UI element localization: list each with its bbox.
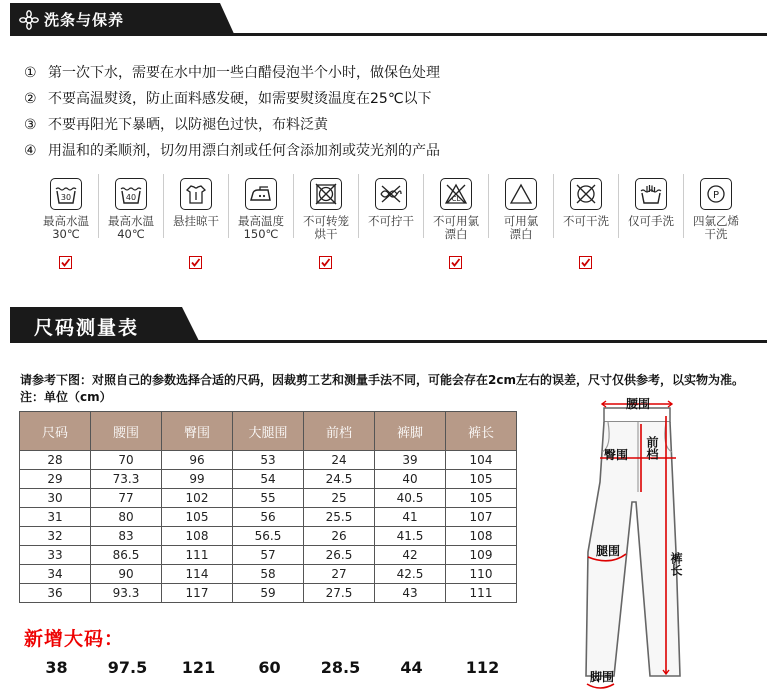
no-dry-clean-icon bbox=[570, 178, 602, 210]
table-cell: 105 bbox=[446, 489, 517, 508]
no-tumble-dry-icon bbox=[310, 178, 342, 210]
wash-temp-badge: 40 bbox=[125, 193, 137, 202]
care-instructions bbox=[24, 60, 440, 164]
trouser-measurement-diagram bbox=[560, 392, 700, 692]
table-cell: 42 bbox=[375, 546, 446, 565]
care-header-underline bbox=[10, 33, 767, 36]
table-cell: 108 bbox=[162, 527, 233, 546]
care-item-number: ③ bbox=[24, 117, 37, 133]
care-symbol-label: 最高水温 30℃ bbox=[43, 214, 89, 241]
care-symbol-label: 最高温度 150℃ bbox=[238, 214, 284, 241]
care-item bbox=[24, 112, 440, 138]
table-cell: 80 bbox=[91, 508, 162, 527]
care-item bbox=[24, 86, 440, 112]
column-header-hem: 裤脚 bbox=[375, 412, 446, 451]
table-cell: 108 bbox=[446, 527, 517, 546]
care-symbol-label: 不可用氯 漂白 bbox=[433, 214, 479, 241]
new-size-value: 38 bbox=[45, 658, 68, 677]
care-section-header bbox=[10, 3, 767, 36]
table-cell: 40 bbox=[375, 470, 446, 489]
table-cell: 54 bbox=[233, 470, 304, 489]
diagram-label-rise: 前档 bbox=[645, 436, 659, 460]
care-symbol bbox=[229, 172, 293, 282]
new-size-value: 60 bbox=[258, 658, 281, 677]
table-cell: 58 bbox=[233, 565, 304, 584]
table-cell: 24.5 bbox=[304, 470, 375, 489]
care-item-text: 不要高温熨烫，防止面料感发硬，如需要熨烫温度在25℃以下 bbox=[48, 91, 432, 107]
care-item bbox=[24, 138, 440, 164]
care-item-number: ② bbox=[24, 91, 37, 107]
checked-checkbox[interactable] bbox=[59, 256, 72, 269]
table-row bbox=[20, 508, 517, 527]
table-row bbox=[20, 470, 517, 489]
table-cell: 39 bbox=[375, 451, 446, 470]
new-size-value: 112 bbox=[465, 658, 500, 677]
table-cell: 109 bbox=[446, 546, 517, 565]
care-item-text: 第一次下水，需要在水中加一些白醋侵泡半个小时，做保色处理 bbox=[48, 65, 440, 81]
table-cell: 29 bbox=[20, 470, 91, 489]
column-header-waist: 腰围 bbox=[91, 412, 162, 451]
care-symbol bbox=[99, 172, 163, 282]
table-cell: 104 bbox=[446, 451, 517, 470]
table-cell: 86.5 bbox=[91, 546, 162, 565]
table-cell: 90 bbox=[91, 565, 162, 584]
table-cell: 107 bbox=[446, 508, 517, 527]
column-header-hip: 臀围 bbox=[162, 412, 233, 451]
no-chlorine-bleach-icon bbox=[440, 178, 472, 210]
care-symbol-label: 不可转笼 烘干 bbox=[303, 214, 349, 241]
new-size-value: 121 bbox=[181, 658, 216, 677]
table-cell: 111 bbox=[446, 584, 517, 603]
hand-wash-icon bbox=[635, 178, 667, 210]
table-row bbox=[20, 546, 517, 565]
new-sizes-heading: 新增大码： bbox=[24, 628, 125, 650]
new-size-value: 28.5 bbox=[320, 658, 361, 677]
table-cell: 105 bbox=[446, 470, 517, 489]
size-table bbox=[19, 411, 517, 603]
table-cell: 99 bbox=[162, 470, 233, 489]
wash-40-icon bbox=[115, 178, 147, 210]
table-row bbox=[20, 489, 517, 508]
hang-dry-icon bbox=[180, 178, 212, 210]
size-title: 尺码测量表 bbox=[34, 317, 140, 339]
table-cell: 56 bbox=[233, 508, 304, 527]
table-cell: 59 bbox=[233, 584, 304, 603]
care-item-text: 不要再阳光下暴晒，以防褪色过快，布料泛黄 bbox=[48, 117, 328, 133]
table-cell: 73.3 bbox=[91, 470, 162, 489]
care-item-text: 用温和的柔顺剂，切勿用漂白剂或任何含添加剂或荧光剂的产品 bbox=[48, 143, 440, 159]
no-wring-icon bbox=[375, 178, 407, 210]
table-cell: 28 bbox=[20, 451, 91, 470]
table-cell: 42.5 bbox=[375, 565, 446, 584]
checked-checkbox[interactable] bbox=[189, 256, 202, 269]
svg-text:P: P bbox=[712, 190, 720, 201]
care-symbol bbox=[554, 172, 618, 282]
table-cell: 41 bbox=[375, 508, 446, 527]
table-cell: 53 bbox=[233, 451, 304, 470]
table-cell: 43 bbox=[375, 584, 446, 603]
chlorine-bleach-icon bbox=[505, 178, 537, 210]
table-row bbox=[20, 584, 517, 603]
size-table-header-row bbox=[20, 412, 517, 451]
column-header-rise: 前档 bbox=[304, 412, 375, 451]
table-row bbox=[20, 565, 517, 584]
table-cell: 27.5 bbox=[304, 584, 375, 603]
table-cell: 34 bbox=[20, 565, 91, 584]
table-cell: 70 bbox=[91, 451, 162, 470]
new-size-value: 97.5 bbox=[107, 658, 148, 677]
table-cell: 30 bbox=[20, 489, 91, 508]
checked-checkbox[interactable] bbox=[449, 256, 462, 269]
wash-temp-badge: 30 bbox=[60, 193, 72, 202]
care-symbol bbox=[684, 172, 748, 282]
care-symbol bbox=[164, 172, 228, 282]
table-cell: 77 bbox=[91, 489, 162, 508]
table-cell: 93.3 bbox=[91, 584, 162, 603]
wash-30-icon bbox=[50, 178, 82, 210]
diagram-label-hip: 臀围 bbox=[604, 448, 629, 462]
table-cell: 25 bbox=[304, 489, 375, 508]
table-cell: 27 bbox=[304, 565, 375, 584]
care-symbol bbox=[424, 172, 488, 282]
size-note: 请参考下图：对照自己的参数选择合适的尺码，因裁剪工艺和测量手法不同，可能会存在2cm左右的误差，尺寸仅供参考，以实物为准。注：单位（cm） bbox=[20, 373, 744, 404]
flower-icon bbox=[19, 10, 39, 30]
care-symbol bbox=[359, 172, 423, 282]
care-symbol-label: 可用氯 漂白 bbox=[503, 214, 539, 241]
care-symbol-label: 四氯乙烯 干洗 bbox=[693, 214, 739, 241]
table-cell: 26 bbox=[304, 527, 375, 546]
table-cell: 102 bbox=[162, 489, 233, 508]
table-cell: 36 bbox=[20, 584, 91, 603]
checked-checkbox[interactable] bbox=[579, 256, 592, 269]
care-symbol bbox=[489, 172, 553, 282]
table-cell: 111 bbox=[162, 546, 233, 565]
table-cell: 117 bbox=[162, 584, 233, 603]
diagram-label-hem: 脚围 bbox=[590, 670, 615, 684]
table-cell: 83 bbox=[91, 527, 162, 546]
care-item bbox=[24, 60, 440, 86]
column-header-length: 裤长 bbox=[446, 412, 517, 451]
care-symbol-label: 最高水温 40℃ bbox=[108, 214, 154, 241]
care-symbol bbox=[294, 172, 358, 282]
table-cell: 25.5 bbox=[304, 508, 375, 527]
care-symbol-strip bbox=[34, 172, 744, 282]
iron-150-icon bbox=[245, 178, 277, 210]
table-row bbox=[20, 527, 517, 546]
care-symbol-label: 悬挂晾干 bbox=[173, 214, 219, 228]
new-size-value: 44 bbox=[400, 658, 423, 677]
checked-checkbox[interactable] bbox=[319, 256, 332, 269]
size-header-underline bbox=[10, 340, 767, 343]
table-row bbox=[20, 451, 517, 470]
dry-clean-p-icon bbox=[700, 178, 732, 210]
trouser-outline bbox=[560, 392, 700, 692]
diagram-label-waist: 腰围 bbox=[626, 397, 651, 411]
care-symbol-label: 仅可手洗 bbox=[628, 214, 674, 228]
column-header-size: 尺码 bbox=[20, 412, 91, 451]
table-cell: 105 bbox=[162, 508, 233, 527]
care-symbol-label: 不可干洗 bbox=[563, 214, 609, 228]
table-cell: 114 bbox=[162, 565, 233, 584]
table-cell: 110 bbox=[446, 565, 517, 584]
table-cell: 96 bbox=[162, 451, 233, 470]
diagram-label-length: 裤长 bbox=[669, 552, 683, 576]
table-cell: 40.5 bbox=[375, 489, 446, 508]
table-cell: 41.5 bbox=[375, 527, 446, 546]
diagram-label-thigh: 腿围 bbox=[596, 544, 621, 558]
care-symbol bbox=[34, 172, 98, 282]
care-symbol bbox=[619, 172, 683, 282]
care-symbol-label: 不可拧干 bbox=[368, 214, 414, 228]
table-cell: 26.5 bbox=[304, 546, 375, 565]
table-cell: 31 bbox=[20, 508, 91, 527]
table-cell: 55 bbox=[233, 489, 304, 508]
svg-text:CL: CL bbox=[451, 195, 461, 203]
care-item-number: ① bbox=[24, 65, 37, 81]
care-title: 洗条与保养 bbox=[44, 11, 125, 29]
table-cell: 33 bbox=[20, 546, 91, 565]
column-header-thigh: 大腿围 bbox=[233, 412, 304, 451]
table-cell: 32 bbox=[20, 527, 91, 546]
table-cell: 56.5 bbox=[233, 527, 304, 546]
size-section-header bbox=[10, 307, 767, 343]
table-cell: 24 bbox=[304, 451, 375, 470]
table-cell: 57 bbox=[233, 546, 304, 565]
care-item-number: ④ bbox=[24, 143, 37, 159]
